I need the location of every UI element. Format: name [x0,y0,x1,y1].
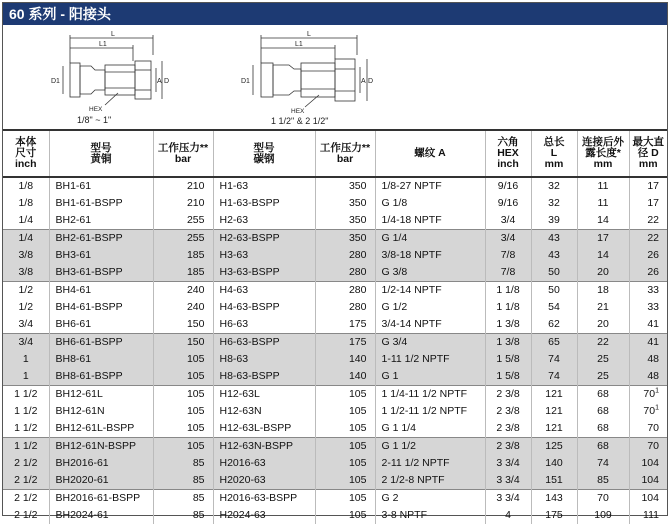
cell-length: 43 [531,230,577,248]
cell-thread: G 1 [375,368,485,386]
cell-max-diameter: 104 [629,490,667,508]
cell-brass-pressure: 105 [153,351,213,368]
dim-D1-label: D1 [51,78,60,85]
cell-max-diameter: 26 [629,247,667,264]
cell-length: 74 [531,368,577,386]
col-header-steel-pressure: 工作压力** bar [315,130,375,177]
cell-brass-model: BH2016-61 [49,455,153,472]
cell-steel-model: H3-63-BSPP [213,264,315,282]
cell-brass-pressure: 85 [153,455,213,472]
dim-A-label: A [361,78,366,85]
cell-size: 1 [3,351,49,368]
table-row [3,386,667,404]
cell-exposed-length: 14 [577,212,629,230]
cell-steel-pressure: 105 [315,420,375,438]
dim-D-label: D [368,78,374,85]
cell-size: 1/2 [18,301,34,313]
cell-steel-pressure: 280 [315,264,375,282]
cell-steel-pressure: 105 [315,403,375,420]
cell-brass-model: BH6-61 [49,316,153,334]
cell-brass-pressure: 105 [153,368,213,386]
table-row [3,490,667,508]
dim-L1-label: L1 [99,41,107,48]
dim-L-label: L [307,31,311,38]
cell-hex: 3/4 [485,230,531,248]
cell-length: 62 [531,316,577,334]
table-row [3,247,667,264]
cell-brass-model: BH3-61-BSPP [49,264,153,282]
table-row [3,420,667,438]
cell-brass-pressure: 185 [153,247,213,264]
cell-brass-model: BH12-61N-BSPP [49,438,153,456]
cell-brass-model: BH4-61 [49,282,153,300]
cell-steel-pressure: 105 [315,472,375,490]
cell-brass-model: BH12-61L-BSPP [49,420,153,438]
col-header-size: 本体 尺寸 inch [3,130,49,177]
cell-size: 1 1/2 [3,438,49,456]
dim-D-label: D [164,78,170,85]
table-row [3,195,667,212]
dim-HEX-label: HEX [89,106,103,113]
cell-steel-model: H4-63 [213,282,315,300]
cell-hex: 1 5/8 [485,368,531,386]
cell-hex: 3 3/4 [485,472,531,490]
cell-steel-pressure: 350 [315,177,375,195]
cell-max-diameter: 17 [629,195,667,212]
cell-hex: 9/16 [485,195,531,212]
cell-size: 1 1/2 [3,386,49,404]
table-row [3,368,667,386]
cell-hex: 1 3/8 [485,334,531,352]
cell-brass-pressure: 105 [153,438,213,456]
cell-thread: G 1 1/4 [375,420,485,438]
table-row [3,455,667,472]
table-row [3,472,667,490]
cell-steel-model: H8-63-BSPP [213,368,315,386]
page-title: 60 系列 - 阳接头 [3,3,667,25]
cell-exposed-length: 68 [577,386,629,404]
cell-length: 32 [531,177,577,195]
cell-thread: 1/4-18 NPTF [375,212,485,230]
cell-max-diameter: 48 [629,351,667,368]
cell-hex: 1 1/8 [485,299,531,316]
cell-exposed-length: 17 [577,230,629,248]
cell-max-diameter: 70 [629,438,667,456]
cell-max-diameter: 70 [629,420,667,438]
cell-steel-pressure: 105 [315,455,375,472]
cell-brass-pressure: 240 [153,282,213,300]
cell-steel-model: H12-63L-BSPP [213,420,315,438]
cell-length: 121 [531,386,577,404]
cell-steel-model: H1-63 [213,177,315,195]
cell-steel-pressure: 105 [315,490,375,508]
cell-thread: 2 1/2-8 NPTF [375,472,485,490]
cell-length: 175 [531,507,577,524]
footnote-marker: 1 [655,387,659,395]
cell-thread: G 1 1/2 [375,438,485,456]
cell-exposed-length: 68 [577,438,629,456]
cell-brass-pressure: 105 [153,420,213,438]
cell-length: 65 [531,334,577,352]
cell-brass-model: BH2-61-BSPP [49,230,153,248]
cell-exposed-length: 14 [577,247,629,264]
cell-length: 143 [531,490,577,508]
cell-exposed-length: 70 [577,490,629,508]
cell-size: 2 1/2 [3,490,49,508]
spec-table [3,129,667,524]
col-header-max-diameter: 最大直 径 D mm [629,130,667,177]
col-header-steel-model: 型号 碳钢 [213,130,315,177]
diagram-caption-small: 1/8" ~ 1" [77,115,112,125]
cell-steel-model: H8-63 [213,351,315,368]
cell-hex: 1 1/8 [485,282,531,300]
cell-steel-model: H4-63-BSPP [213,299,315,316]
cell-steel-model: H2016-63-BSPP [213,490,315,508]
dim-A-label: A [157,78,162,85]
cell-steel-model: H6-63 [213,316,315,334]
cell-steel-pressure: 175 [315,316,375,334]
cell-hex: 9/16 [485,177,531,195]
table-row [3,334,667,352]
cell-length: 39 [531,212,577,230]
cell-hex: 3/4 [485,212,531,230]
cell-brass-pressure: 255 [153,212,213,230]
cell-steel-pressure: 105 [315,386,375,404]
cell-brass-model: BH1-61-BSPP [49,195,153,212]
cell-steel-pressure: 280 [315,247,375,264]
cell-steel-pressure: 105 [315,438,375,456]
cell-hex: 2 3/8 [485,438,531,456]
table-row [3,177,667,195]
cell-steel-model: H1-63-BSPP [213,195,315,212]
cell-brass-pressure: 185 [153,264,213,282]
cell-max-diameter: 17 [629,177,667,195]
cell-brass-pressure: 85 [153,490,213,508]
dim-HEX-label: HEX [291,108,305,115]
col-header-hex: 六角 HEX inch [485,130,531,177]
table-row [3,507,667,524]
cell-hex: 4 [485,507,531,524]
cell-steel-model: H2016-63 [213,455,315,472]
cell-exposed-length: 22 [577,334,629,352]
cell-hex: 1 3/8 [485,316,531,334]
cell-hex: 2 3/8 [485,420,531,438]
cell-length: 121 [531,403,577,420]
cell-thread: G 1/2 [375,299,485,316]
cell-max-diameter: 41 [629,316,667,334]
cell-brass-model: BH12-61L [49,386,153,404]
table-row [3,212,667,230]
table-row [3,230,667,248]
cell-brass-model: BH6-61-BSPP [49,334,153,352]
footnote-marker: 1 [655,404,659,412]
cell-hex: 2 3/8 [485,403,531,420]
cell-steel-model: H12-63L [213,386,315,404]
cell-exposed-length: 18 [577,282,629,300]
cell-max-diameter: 111 [629,507,667,524]
cell-brass-pressure: 85 [153,472,213,490]
cell-steel-model: H2024-63 [213,507,315,524]
cell-length: 43 [531,247,577,264]
cell-size: 1/4 [3,230,49,248]
cell-exposed-length: 21 [577,299,629,316]
cell-brass-model: BH12-61N [49,403,153,420]
cell-steel-pressure: 105 [315,507,375,524]
cell-thread: 3-8 NPTF [375,507,485,524]
cell-thread: 3/8-18 NPTF [375,247,485,264]
cell-thread: G 3/4 [375,334,485,352]
cell-steel-pressure: 175 [315,334,375,352]
cell-thread: 1 1/4-11 1/2 NPTF [375,386,485,404]
cell-brass-pressure: 150 [153,334,213,352]
cell-exposed-length: 74 [577,455,629,472]
cell-steel-pressure: 280 [315,299,375,316]
table-body [3,177,667,524]
cell-thread: G 3/8 [375,264,485,282]
cell-brass-pressure: 255 [153,230,213,248]
cell-brass-pressure: 85 [153,507,213,524]
cell-max-diameter: $70^1$ [629,403,667,420]
cell-size: 2 1/2 [14,509,38,521]
cell-hex: 2 3/8 [485,386,531,404]
cell-length: 151 [531,472,577,490]
cell-length: 140 [531,455,577,472]
cell-thread: G 2 [375,490,485,508]
table-row [3,316,667,334]
cell-length: 74 [531,351,577,368]
cell-brass-model: BH3-61 [49,247,153,264]
cell-steel-pressure: 280 [315,282,375,300]
cell-size: 1 1/2 [14,405,38,417]
cell-exposed-length: 85 [577,472,629,490]
cell-size: 3/8 [3,247,49,264]
diagram-area [3,25,667,129]
cell-thread: 2-11 1/2 NPTF [375,455,485,472]
catalog-frame [2,2,668,521]
cell-steel-pressure: 350 [315,195,375,212]
cell-max-diameter: 104 [629,455,667,472]
cell-brass-model: BH2024-61 [49,507,153,524]
cell-size: 1/8 [18,180,34,192]
col-header-exposed-length: 连接后外 露长度* mm [577,130,629,177]
cell-steel-model: H2020-63 [213,472,315,490]
cell-thread: G 1/4 [375,230,485,248]
cell-max-diameter: 48 [629,368,667,386]
cell-max-diameter: 33 [629,299,667,316]
cell-brass-pressure: 105 [153,386,213,404]
cell-size: 3/4 [3,334,49,352]
table-header-row [3,130,667,177]
table-row [3,403,667,420]
cell-brass-pressure: 240 [153,299,213,316]
cell-exposed-length: 20 [577,264,629,282]
cell-exposed-length: 109 [577,507,629,524]
cell-max-diameter: 104 [629,472,667,490]
cell-max-diameter: 41 [629,334,667,352]
table-row [3,438,667,456]
cell-thread: 1/8-27 NPTF [375,177,485,195]
cell-hex: 3 3/4 [485,490,531,508]
cell-size: 1/2 [3,282,49,300]
cell-hex: 7/8 [485,264,531,282]
col-header-brass-model: 型号 黄铜 [49,130,153,177]
diagram-caption-large: 1 1/2" & 2 1/2" [271,116,329,126]
cell-brass-model: BH2016-61-BSPP [49,490,153,508]
cell-steel-model: H6-63-BSPP [213,334,315,352]
cell-hex: 1 5/8 [485,351,531,368]
cell-length: 50 [531,282,577,300]
cell-length: 50 [531,264,577,282]
cell-max-diameter: 26 [629,264,667,282]
table-row [3,351,667,368]
cell-brass-pressure: 210 [153,195,213,212]
cell-exposed-length: 68 [577,420,629,438]
cell-brass-model: BH2-61 [49,212,153,230]
cell-size: 1 [3,368,49,386]
cell-steel-model: H2-63-BSPP [213,230,315,248]
cell-brass-model: BH2020-61 [49,472,153,490]
cell-brass-model: BH4-61-BSPP [49,299,153,316]
dim-L-label: L [111,31,115,38]
cell-max-diameter: 22 [629,212,667,230]
cell-brass-model: BH8-61-BSPP [49,368,153,386]
cell-exposed-length: 25 [577,351,629,368]
cell-thread: 1/2-14 NPTF [375,282,485,300]
cell-thread: 3/4-14 NPTF [375,316,485,334]
cell-steel-pressure: 350 [315,212,375,230]
cell-size: 3/4 [18,318,34,330]
cell-exposed-length: 11 [577,177,629,195]
cell-steel-model: H3-63 [213,247,315,264]
cell-size: 3/8 [3,264,49,282]
cell-size: 2 1/2 [3,472,49,490]
cell-steel-model: H12-63N [213,403,315,420]
cell-length: 32 [531,195,577,212]
cell-brass-model: BH8-61 [49,351,153,368]
cell-max-diameter: $70^1$ [629,386,667,404]
cell-thread: 1 1/2-11 1/2 NPTF [375,403,485,420]
col-header-thread: 螺纹 A [375,130,485,177]
cell-steel-pressure: 350 [315,230,375,248]
cell-thread: 1-11 1/2 NPTF [375,351,485,368]
cell-length: 125 [531,438,577,456]
cell-thread: G 1/8 [375,195,485,212]
cell-brass-pressure: 105 [153,403,213,420]
cell-steel-pressure: 140 [315,351,375,368]
cell-size: 1/4 [18,214,34,226]
col-header-brass-pressure: 工作压力** bar [153,130,213,177]
coupler-diagram-small [43,25,173,129]
cell-length: 121 [531,420,577,438]
dim-L1-label: L1 [295,41,303,48]
table-row [3,264,667,282]
cell-hex: 3 3/4 [485,455,531,472]
cell-exposed-length: 68 [577,403,629,420]
cell-steel-pressure: 140 [315,368,375,386]
cell-exposed-length: 25 [577,368,629,386]
cell-size: 1 1/2 [14,422,38,434]
cell-size: 1/8 [18,197,34,209]
cell-brass-pressure: 150 [153,316,213,334]
table-row [3,299,667,316]
cell-max-diameter: 22 [629,230,667,248]
cell-brass-model: BH1-61 [49,177,153,195]
cell-length: 54 [531,299,577,316]
coupler-diagram-large [239,25,374,129]
cell-max-diameter: 33 [629,282,667,300]
cell-steel-model: H12-63N-BSPP [213,438,315,456]
col-header-length: 总长 L mm [531,130,577,177]
cell-size: 2 1/2 [3,455,49,472]
cell-exposed-length: 11 [577,195,629,212]
table-row [3,282,667,300]
cell-steel-model: H2-63 [213,212,315,230]
cell-hex: 7/8 [485,247,531,264]
dim-D1-label: D1 [241,78,250,85]
cell-brass-pressure: 210 [153,177,213,195]
cell-exposed-length: 20 [577,316,629,334]
